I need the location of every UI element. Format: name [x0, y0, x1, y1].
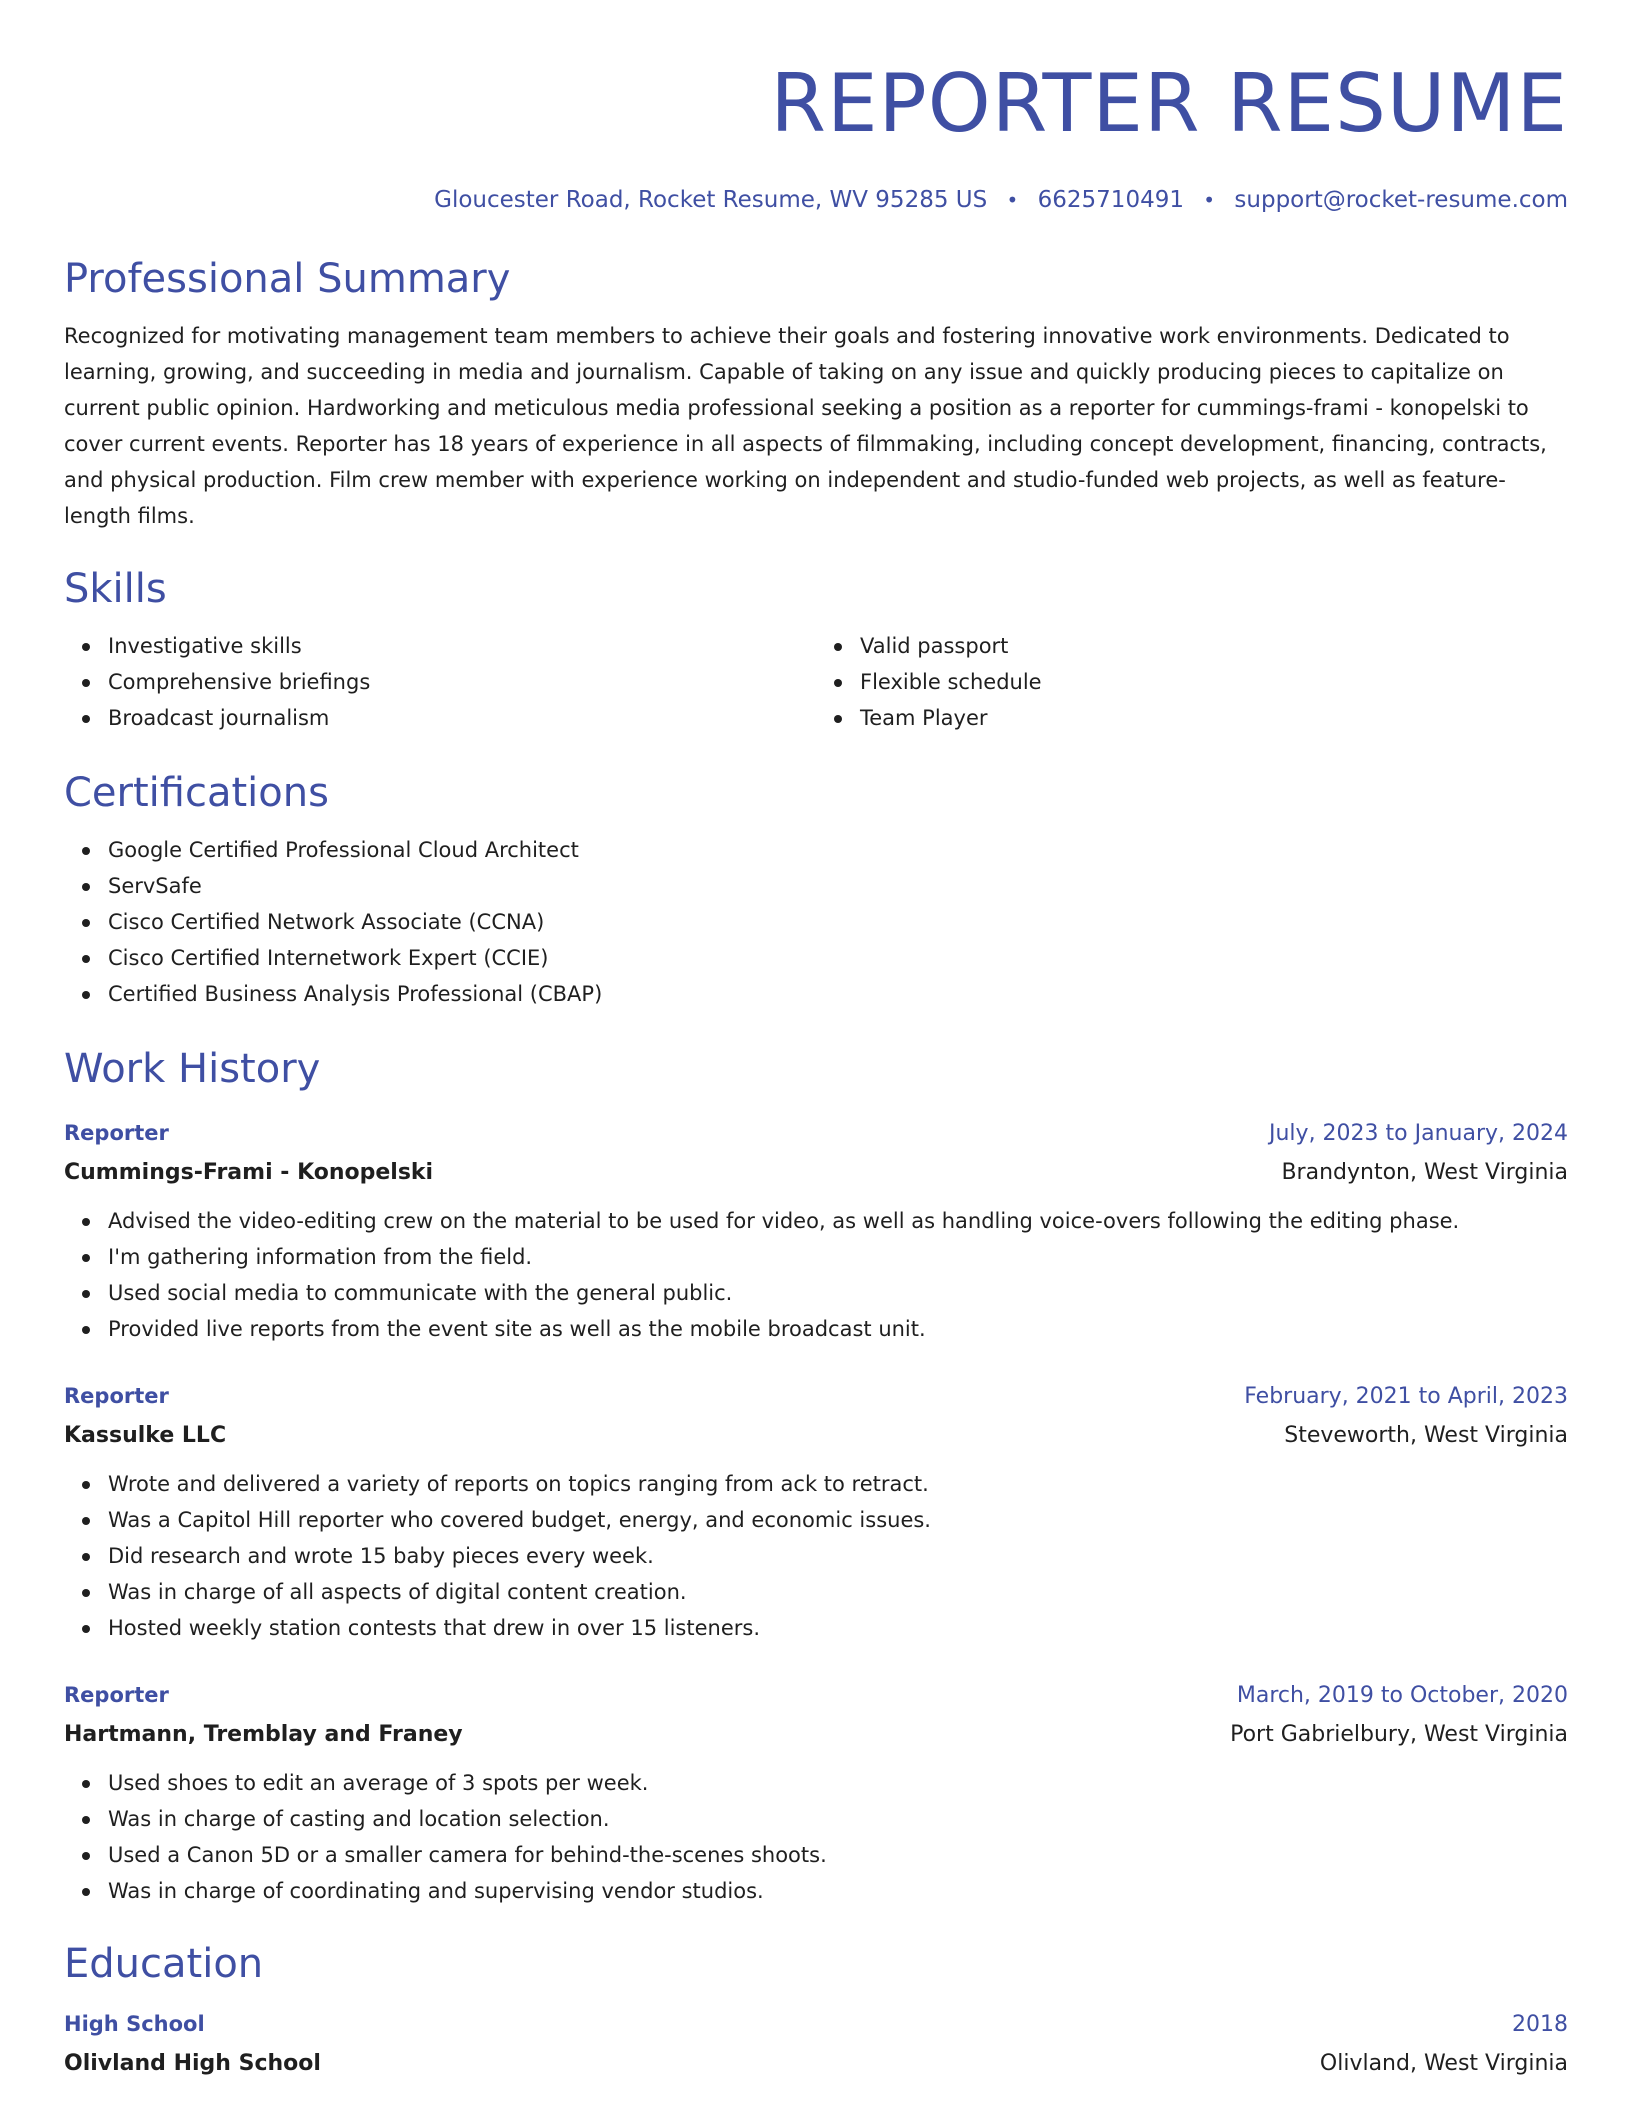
job-role: Reporter	[64, 1121, 169, 1145]
list-item: Was in charge of casting and location selection.	[108, 1801, 1568, 1837]
certifications-list	[64, 832, 1568, 1012]
list-item: Did research and wrote 15 baby pieces every week.	[108, 1538, 1568, 1574]
job-location: Steveworth, West Virginia	[1284, 1423, 1568, 1448]
job-role: Reporter	[64, 1683, 169, 1707]
job-location: Brandynton, West Virginia	[1281, 1160, 1568, 1185]
job-bullets	[64, 1765, 1568, 1909]
list-item: Hosted weekly station contests that drew in over 15 listeners.	[108, 1610, 1568, 1646]
job-company: Hartmann, Tremblay and Franey	[64, 1722, 463, 1747]
list-item: Used a Canon 5D or a smaller camera for behind-the-scenes shoots.	[108, 1837, 1568, 1873]
skills-list-left	[64, 628, 816, 736]
list-item: Was a Capitol Hill reporter who covered budget, energy, and economic issues.	[108, 1502, 1568, 1538]
job-entry	[64, 1377, 1568, 1646]
list-item: Provided live reports from the event site as well as the mobile broadcast unit.	[108, 1311, 1568, 1347]
job-entry	[64, 1676, 1568, 1909]
education-header-row	[64, 2005, 1568, 2044]
list-item: ServSafe	[108, 868, 1568, 904]
separator-dot: •	[1203, 188, 1216, 212]
section-title-education: Education	[64, 1941, 264, 1987]
job-bullets	[64, 1203, 1568, 1347]
education-entry	[64, 2005, 1568, 2084]
job-company-row	[64, 1153, 1568, 1193]
section-title-work-history: Work History	[64, 1046, 321, 1092]
job-dates: March, 2019 to October, 2020	[1236, 1683, 1568, 1708]
list-item: Team Player	[860, 700, 1568, 736]
job-entry	[64, 1114, 1568, 1347]
resume-name: REPORTER RESUME	[770, 57, 1568, 150]
job-dates: February, 2021 to April, 2023	[1244, 1384, 1568, 1409]
education-school: Olivland High School	[64, 2051, 321, 2076]
summary-text: Recognized for motivating management team members to achieve their goals and fostering innovative work environments. Dedicated to learning, growing, and succeeding in media and journalism. Capable of taking on any issue and quickly producing pieces to capitalize on current public opinion. Hardworking and meticulous media professional seeking a position as a reporter for cummings-frami - konopelski to cover current events. Reporter has 18 years of experience in all aspects of filmmaking, including concept development, financing, contracts, and physical production. Film crew member with experience working on independent and studio-funded web projects, as well as feature-length films.	[64, 324, 1547, 528]
address: Gloucester Road, Rocket Resume, WV 95285 US	[434, 187, 988, 213]
separator-dot: •	[1006, 188, 1019, 212]
education-school-row	[64, 2044, 1568, 2084]
resume-page	[64, 0, 1568, 2084]
list-item: Was in charge of coordinating and supervising vendor studios.	[108, 1873, 1568, 1909]
section-title-summary: Professional Summary	[64, 256, 511, 302]
phone: 6625710491	[1037, 187, 1184, 213]
list-item: Wrote and delivered a variety of reports on topics ranging from ack to retract.	[108, 1466, 1568, 1502]
skills-list-right	[816, 628, 1568, 736]
list-item: Used social media to communicate with the general public.	[108, 1275, 1568, 1311]
job-company: Cummings-Frami - Konopelski	[64, 1160, 434, 1185]
job-company-row	[64, 1416, 1568, 1456]
job-role: Reporter	[64, 1384, 169, 1408]
list-item: Cisco Certified Internetwork Expert (CCIE)	[108, 940, 1568, 976]
job-header-row	[64, 1676, 1568, 1715]
list-item: Valid passport	[860, 628, 1568, 664]
list-item: Used shoes to edit an average of 3 spots per week.	[108, 1765, 1568, 1801]
job-company-row	[64, 1715, 1568, 1755]
job-company: Kassulke LLC	[64, 1423, 227, 1448]
job-dates: July, 2023 to January, 2024	[1269, 1121, 1568, 1146]
list-item: Was in charge of all aspects of digital content creation.	[108, 1574, 1568, 1610]
list-item: Certified Business Analysis Professional (CBAP)	[108, 976, 1568, 1012]
education-location: Olivland, West Virginia	[1319, 2051, 1568, 2076]
education-year: 2018	[1512, 2012, 1568, 2037]
list-item: Advised the video-editing crew on the material to be used for video, as well as handling voice-overs following the editing phase.	[108, 1203, 1568, 1239]
list-item: Cisco Certified Network Associate (CCNA)	[108, 904, 1568, 940]
email-link[interactable]: support@rocket-resume.com	[1234, 187, 1568, 213]
education-degree: High School	[64, 2012, 205, 2036]
list-item: Investigative skills	[108, 628, 816, 664]
list-item: Broadcast journalism	[108, 700, 816, 736]
skills-columns	[64, 628, 1568, 736]
contact-line	[64, 184, 1568, 216]
section-title-certifications: Certifications	[64, 770, 329, 816]
list-item: Google Certified Professional Cloud Architect	[108, 832, 1568, 868]
section-title-skills: Skills	[64, 566, 167, 612]
job-header-row	[64, 1114, 1568, 1153]
job-bullets	[64, 1466, 1568, 1646]
job-location: Port Gabrielbury, West Virginia	[1230, 1722, 1568, 1747]
job-header-row	[64, 1377, 1568, 1416]
list-item: Comprehensive briefings	[108, 664, 816, 700]
list-item: Flexible schedule	[860, 664, 1568, 700]
list-item: I'm gathering information from the field.	[108, 1239, 1568, 1275]
